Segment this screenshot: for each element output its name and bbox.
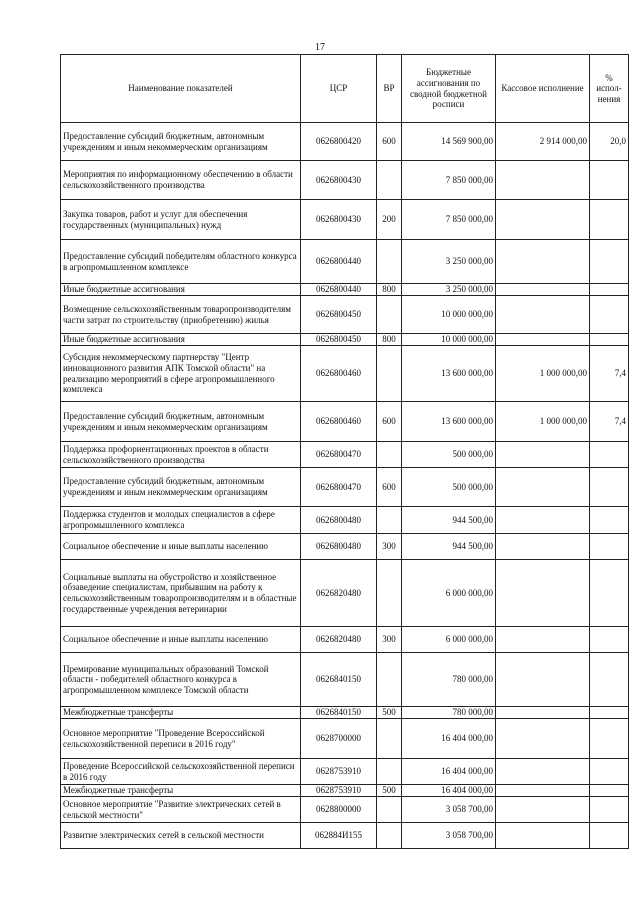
table-row bbox=[61, 627, 629, 653]
row-vr bbox=[377, 507, 402, 534]
row-vr: 200 bbox=[377, 200, 402, 240]
table-row bbox=[61, 468, 629, 507]
row-vr: 600 bbox=[377, 402, 402, 442]
row-name: Межбюджетные трансферты bbox=[61, 785, 301, 797]
row-pct bbox=[590, 797, 629, 823]
row-pct: 7,4 bbox=[590, 402, 629, 442]
table-header-row bbox=[61, 55, 629, 123]
row-cash bbox=[496, 719, 590, 759]
row-cash bbox=[496, 161, 590, 200]
row-pct bbox=[590, 560, 629, 627]
row-assigned: 16 404 000,00 bbox=[402, 759, 496, 785]
row-cash: 2 914 000,00 bbox=[496, 123, 590, 161]
row-assigned: 10 000 000,00 bbox=[402, 296, 496, 334]
row-csr: 0626800450 bbox=[301, 296, 377, 334]
row-assigned: 13 600 000,00 bbox=[402, 346, 496, 402]
row-vr bbox=[377, 797, 402, 823]
row-assigned: 16 404 000,00 bbox=[402, 719, 496, 759]
row-vr: 500 bbox=[377, 707, 402, 719]
row-csr: 0626800480 bbox=[301, 534, 377, 560]
row-name: Предоставление субсидий бюджетным, автономным учреждениям и иным некоммерческим организациям bbox=[61, 402, 301, 442]
row-csr: 0626800470 bbox=[301, 442, 377, 468]
table-row bbox=[61, 284, 629, 296]
table-row bbox=[61, 534, 629, 560]
row-assigned: 780 000,00 bbox=[402, 707, 496, 719]
row-csr: 0626800470 bbox=[301, 468, 377, 507]
row-name: Поддержка студентов и молодых специалистов в сфере агропромышленного комплекса bbox=[61, 507, 301, 534]
row-vr: 500 bbox=[377, 785, 402, 797]
header-vr: ВР bbox=[377, 55, 402, 123]
row-cash bbox=[496, 627, 590, 653]
table-row bbox=[61, 797, 629, 823]
row-cash bbox=[496, 468, 590, 507]
row-name: Субсидия некоммерческому партнерству "Центр инновационного развития АПК Томской области" на реализацию мероприятий в сфере агропромышленного комплекса bbox=[61, 346, 301, 402]
table-row bbox=[61, 560, 629, 627]
row-pct bbox=[590, 823, 629, 849]
row-assigned: 3 250 000,00 bbox=[402, 284, 496, 296]
row-csr: 0628700000 bbox=[301, 719, 377, 759]
table-row bbox=[61, 334, 629, 346]
table-row bbox=[61, 507, 629, 534]
header-name: Наименование показателей bbox=[61, 55, 301, 123]
table-row bbox=[61, 823, 629, 849]
table-row bbox=[61, 161, 629, 200]
row-vr: 800 bbox=[377, 284, 402, 296]
row-name: Иные бюджетные ассигнования bbox=[61, 334, 301, 346]
row-assigned: 780 000,00 bbox=[402, 653, 496, 707]
table-row bbox=[61, 296, 629, 334]
row-csr: 0628800000 bbox=[301, 797, 377, 823]
table-row bbox=[61, 785, 629, 797]
table-row bbox=[61, 402, 629, 442]
row-cash bbox=[496, 200, 590, 240]
row-csr: 0626820480 bbox=[301, 627, 377, 653]
row-pct bbox=[590, 534, 629, 560]
row-pct: 20,0 bbox=[590, 123, 629, 161]
row-pct bbox=[590, 284, 629, 296]
table-row bbox=[61, 719, 629, 759]
row-name: Иные бюджетные ассигнования bbox=[61, 284, 301, 296]
row-cash: 1 000 000,00 bbox=[496, 402, 590, 442]
row-name: Социальное обеспечение и иные выплаты населению bbox=[61, 534, 301, 560]
row-cash bbox=[496, 797, 590, 823]
header-pct: % испол-нения bbox=[590, 55, 629, 123]
row-assigned: 14 569 900,00 bbox=[402, 123, 496, 161]
row-vr bbox=[377, 560, 402, 627]
row-pct bbox=[590, 240, 629, 284]
row-assigned: 500 000,00 bbox=[402, 442, 496, 468]
row-csr: 0626800480 bbox=[301, 507, 377, 534]
row-csr: 0626800430 bbox=[301, 200, 377, 240]
row-cash bbox=[496, 707, 590, 719]
row-name: Премирование муниципальных образований Томской области - победителей областного конкурса в агропромышленном комплексе Томской области bbox=[61, 653, 301, 707]
row-name: Межбюджетные трансферты bbox=[61, 707, 301, 719]
row-assigned: 944 500,00 bbox=[402, 507, 496, 534]
row-assigned: 6 000 000,00 bbox=[402, 627, 496, 653]
row-assigned: 3 250 000,00 bbox=[402, 240, 496, 284]
row-vr: 300 bbox=[377, 627, 402, 653]
row-csr: 0626840150 bbox=[301, 653, 377, 707]
row-name: Предоставление субсидий победителям областного конкурса в агропромышленном комплексе bbox=[61, 240, 301, 284]
row-pct bbox=[590, 296, 629, 334]
row-csr: 062884И155 bbox=[301, 823, 377, 849]
row-vr bbox=[377, 346, 402, 402]
row-name: Социальные выплаты на обустройство и хозяйственное обзаведение специалистам, прибывшим на работу к сельскохозяйственным товаропроизводителям и в областные государственные учреждения ветеринарии bbox=[61, 560, 301, 627]
row-pct bbox=[590, 334, 629, 346]
row-vr bbox=[377, 823, 402, 849]
row-pct bbox=[590, 707, 629, 719]
row-vr bbox=[377, 161, 402, 200]
row-csr: 0628753910 bbox=[301, 759, 377, 785]
row-cash bbox=[496, 560, 590, 627]
row-assigned: 10 000 000,00 bbox=[402, 334, 496, 346]
budget-execution-table bbox=[60, 54, 629, 849]
row-pct bbox=[590, 759, 629, 785]
row-pct bbox=[590, 785, 629, 797]
row-cash bbox=[496, 785, 590, 797]
row-assigned: 13 600 000,00 bbox=[402, 402, 496, 442]
row-assigned: 16 404 000,00 bbox=[402, 785, 496, 797]
row-name: Основное мероприятие "Проведение Всероссийской сельскохозяйственной переписи в 2016 году" bbox=[61, 719, 301, 759]
row-cash bbox=[496, 534, 590, 560]
header-assigned: Бюджетные ассигнования по сводной бюджетной росписи bbox=[402, 55, 496, 123]
row-pct bbox=[590, 719, 629, 759]
row-cash bbox=[496, 240, 590, 284]
row-assigned: 3 058 700,00 bbox=[402, 797, 496, 823]
row-vr: 600 bbox=[377, 468, 402, 507]
table-row bbox=[61, 653, 629, 707]
row-assigned: 7 850 000,00 bbox=[402, 200, 496, 240]
row-csr: 0626800450 bbox=[301, 334, 377, 346]
row-vr bbox=[377, 759, 402, 785]
row-assigned: 6 000 000,00 bbox=[402, 560, 496, 627]
table-row bbox=[61, 442, 629, 468]
row-cash bbox=[496, 653, 590, 707]
table-row bbox=[61, 707, 629, 719]
row-name: Закупка товаров, работ и услуг для обеспечения государственных (муниципальных) нужд bbox=[61, 200, 301, 240]
row-csr: 0626800460 bbox=[301, 402, 377, 442]
row-cash bbox=[496, 296, 590, 334]
row-name: Поддержка профориентационных проектов в области сельскохозяйственного производства bbox=[61, 442, 301, 468]
row-name: Предоставление субсидий бюджетным, автономным учреждениям и иным некоммерческим организациям bbox=[61, 468, 301, 507]
row-name: Основное мероприятие "Развитие электрических сетей в сельской местности" bbox=[61, 797, 301, 823]
row-csr: 0626800440 bbox=[301, 240, 377, 284]
row-vr: 800 bbox=[377, 334, 402, 346]
row-cash bbox=[496, 442, 590, 468]
table-row bbox=[61, 240, 629, 284]
row-name: Социальное обеспечение и иные выплаты населению bbox=[61, 627, 301, 653]
row-name: Развитие электрических сетей в сельской местности bbox=[61, 823, 301, 849]
row-name: Мероприятия по информационному обеспечению в области сельскохозяйственного производства bbox=[61, 161, 301, 200]
row-pct bbox=[590, 442, 629, 468]
header-cash: Кассовое исполнение bbox=[496, 55, 590, 123]
row-csr: 0626800440 bbox=[301, 284, 377, 296]
row-pct bbox=[590, 653, 629, 707]
row-assigned: 3 058 700,00 bbox=[402, 823, 496, 849]
row-cash bbox=[496, 284, 590, 296]
row-csr: 0626800460 bbox=[301, 346, 377, 402]
row-vr bbox=[377, 240, 402, 284]
table-row bbox=[61, 346, 629, 402]
page-number: 17 bbox=[315, 42, 325, 53]
row-vr bbox=[377, 296, 402, 334]
row-assigned: 944 500,00 bbox=[402, 534, 496, 560]
row-assigned: 7 850 000,00 bbox=[402, 161, 496, 200]
row-csr: 0626820480 bbox=[301, 560, 377, 627]
row-vr bbox=[377, 442, 402, 468]
row-cash bbox=[496, 334, 590, 346]
row-vr: 300 bbox=[377, 534, 402, 560]
row-cash bbox=[496, 759, 590, 785]
row-name: Возмещение сельскохозяйственным товаропроизводителям части затрат по строительству (приобретению) жилья bbox=[61, 296, 301, 334]
row-csr: 0626840150 bbox=[301, 707, 377, 719]
row-csr: 0628753910 bbox=[301, 785, 377, 797]
row-vr bbox=[377, 653, 402, 707]
row-vr: 600 bbox=[377, 123, 402, 161]
row-cash bbox=[496, 823, 590, 849]
row-pct bbox=[590, 507, 629, 534]
row-pct bbox=[590, 161, 629, 200]
header-csr: ЦСР bbox=[301, 55, 377, 123]
row-name: Проведение Всероссийской сельскохозяйственной переписи в 2016 году bbox=[61, 759, 301, 785]
table-row bbox=[61, 759, 629, 785]
row-pct bbox=[590, 468, 629, 507]
table-row bbox=[61, 200, 629, 240]
row-pct bbox=[590, 200, 629, 240]
row-name: Предоставление субсидий бюджетным, автономным учреждениям и иным некоммерческим организациям bbox=[61, 123, 301, 161]
row-assigned: 500 000,00 bbox=[402, 468, 496, 507]
row-cash: 1 000 000,00 bbox=[496, 346, 590, 402]
table-row bbox=[61, 123, 629, 161]
row-pct bbox=[590, 627, 629, 653]
row-vr bbox=[377, 719, 402, 759]
row-cash bbox=[496, 507, 590, 534]
row-csr: 0626800420 bbox=[301, 123, 377, 161]
row-pct: 7,4 bbox=[590, 346, 629, 402]
row-csr: 0626800430 bbox=[301, 161, 377, 200]
